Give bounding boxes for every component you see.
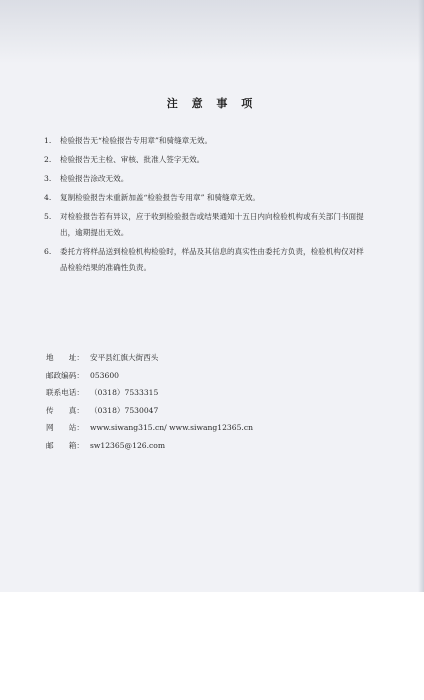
note-text: 委托方将样品送到检验机构检验时，样品及其信息的真实性由委托方负责，检验机构仅对样 [60, 247, 364, 256]
note-number: 3. [44, 174, 52, 183]
note-number: 4. [44, 193, 52, 202]
page-title: 注 意 事 项 [166, 97, 258, 110]
website-label: 网 站： [46, 423, 84, 432]
note-text: 对检验报告若有异议，应于收到检验报告或结果通知十五日内向检验机构或有关部门书面提 [60, 212, 364, 221]
postcode-value: 053600 [90, 370, 119, 380]
postcode-label: 邮政编码： [46, 370, 84, 380]
contact-info [46, 349, 366, 454]
note-number: 6. [44, 247, 52, 256]
email-value: sw12365@126.com [90, 440, 166, 450]
note-item [44, 190, 384, 206]
fax-label: 传 真： [46, 405, 84, 415]
note-item [44, 152, 384, 168]
address-row [46, 349, 366, 367]
note-item [44, 209, 384, 241]
note-text: 复制检验报告未重新加盖“检验报告专用章” 和骑缝章无效。 [60, 193, 261, 202]
website-row [46, 419, 366, 437]
phone-label: 联系电话： [46, 388, 84, 397]
fax-row [46, 402, 366, 420]
note-item [44, 244, 384, 276]
note-number: 1. [44, 136, 52, 145]
phone-row [46, 384, 366, 402]
phone-value: （0318）7533315 [90, 388, 159, 397]
note-number: 2. [44, 155, 52, 164]
note-text: 检验报告无“检验报告专用章”和骑缝章无效。 [60, 136, 213, 145]
note-number: 5. [44, 212, 52, 221]
fax-value: （0318）7530047 [90, 405, 159, 415]
note-text: 检验报告无主检、审核、批准人签字无效。 [60, 155, 205, 164]
address-value: 安平县红旗大街西头 [90, 353, 159, 362]
note-text-continued: 出，逾期提出无效。 [60, 228, 129, 237]
email-label: 邮 箱： [46, 440, 84, 450]
note-item [44, 133, 384, 149]
postcode-row [46, 367, 366, 385]
address-label: 地 址： [46, 353, 84, 362]
website-value: www.siwang315.cn/ www.siwang12365.cn [90, 423, 253, 432]
note-item [44, 171, 384, 187]
email-row [46, 437, 366, 455]
note-text: 检验报告涂改无效。 [60, 174, 129, 183]
notes-list [44, 133, 384, 279]
note-text-continued: 品检验结果的准确性负责。 [60, 263, 152, 272]
